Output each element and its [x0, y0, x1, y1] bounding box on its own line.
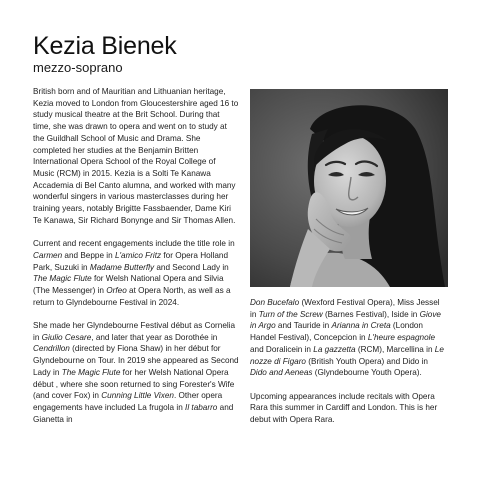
text-span: (directed by Fiona Shaw) in her début for Glyndebourne on Tour. In 2019 she appeared as Second Lady in	[33, 344, 239, 377]
voice-type: mezzo-soprano	[33, 60, 123, 75]
opera-title: L'amico Fritz	[114, 250, 162, 260]
opera-title: Madame Butterfly	[89, 262, 155, 272]
opera-title: Cendrillon	[33, 344, 70, 354]
text-span: She made her Glyndebourne Festival début as Cornelia in	[33, 321, 236, 342]
text-span: . Other opera engagements have included La frugola in	[33, 391, 223, 412]
text-span: and Tauride in	[275, 321, 332, 331]
text-span: (London Handel Festival), Concepcion in	[250, 321, 423, 343]
text-span: (British Youth Opera) and Dido in	[305, 356, 428, 366]
opera-title: Turn of the Screw	[258, 309, 323, 319]
opera-title: La gazzetta	[313, 344, 356, 354]
text-span: and Gianetta in	[33, 402, 234, 424]
text-span: (Barnes Festival), Iside in	[322, 309, 420, 319]
opera-title: The Magic Flute	[61, 367, 121, 377]
opera-title: L'heure espagnole	[367, 333, 435, 343]
opera-title: Giulio Cesare	[41, 332, 92, 342]
bio-paragraph-1: British born and of Mauritian and Lithuanian heritage, Kezia moved to London from Gloucestershire aged 16 to study musical theatre at the Brit School. During that time, she was drawn to opera and went on to study at the Guildhall School of Music and Drama. She completed her studies at the Benjamin Britten International Opera School of the Royal College of Music (RCM) in 2015. Kezia is a Solti Te Kanawa Accademia di Bel Canto alumna, and worked with many wonderful singers in various masterclasses during her training years, notably Brigitte Fassbaender, Dame Kiri Te Kanawa, Sir Richard Bonynge and Sir Thomas Allen.	[33, 87, 239, 225]
text-span: (RCM), Marcellina in	[355, 344, 435, 354]
bio-paragraph-4	[250, 297, 446, 379]
opera-title: The Magic Flute	[33, 274, 92, 284]
bio-paragraph-5: Upcoming appearances include recitals with Opera Rara this summer in Cardiff and London. This is her debut with Opera Rara.	[250, 391, 438, 425]
text-span: (Glyndebourne Youth Opera).	[312, 368, 422, 378]
opera-title: Dido and Aeneas	[250, 368, 313, 378]
text-span: at Opera North, as well as a return to Glyndebourne Festival in 2024.	[33, 285, 231, 307]
text-span: and Second Lady in	[154, 262, 229, 272]
portrait-illustration	[250, 89, 448, 287]
text-span: for Welsh National Opera and Silvia (The Messenger) in	[33, 274, 224, 295]
opera-title: Cunning Little Vixen	[101, 391, 174, 401]
opera-title: Le nozze di Figaro	[250, 344, 444, 366]
opera-title: Orfeo	[106, 285, 127, 295]
right-column	[250, 297, 446, 437]
text-span: , and later that year as Dorothée in	[91, 332, 218, 342]
text-span: (Wexford Festival Opera), Miss Jessel in	[250, 298, 440, 319]
text-span: and Doralicein in	[250, 344, 314, 354]
opera-title: Carmen	[33, 250, 63, 260]
artist-name: Kezia Bienek	[33, 32, 177, 60]
opera-title: Arianna in Creta	[331, 321, 391, 331]
opera-title: Il tabarro	[185, 402, 218, 412]
bio-paragraph-2	[33, 238, 239, 308]
portrait-photo	[250, 89, 448, 287]
text-span: for her Welsh National Opera début , where she soon returned to sing Forester's Wife (and cover Fox) in	[33, 367, 235, 401]
bio-paragraph-3	[33, 320, 239, 425]
opera-title: Giove in Argo	[250, 309, 441, 331]
left-column	[33, 86, 239, 437]
opera-title: Don Bucefalo	[250, 298, 300, 307]
text-span: Current and recent engagements include the title role in	[33, 239, 235, 249]
text-span: and Beppe in	[62, 250, 115, 260]
text-span: for Opera Holland Park, Suzuki in	[33, 250, 228, 272]
